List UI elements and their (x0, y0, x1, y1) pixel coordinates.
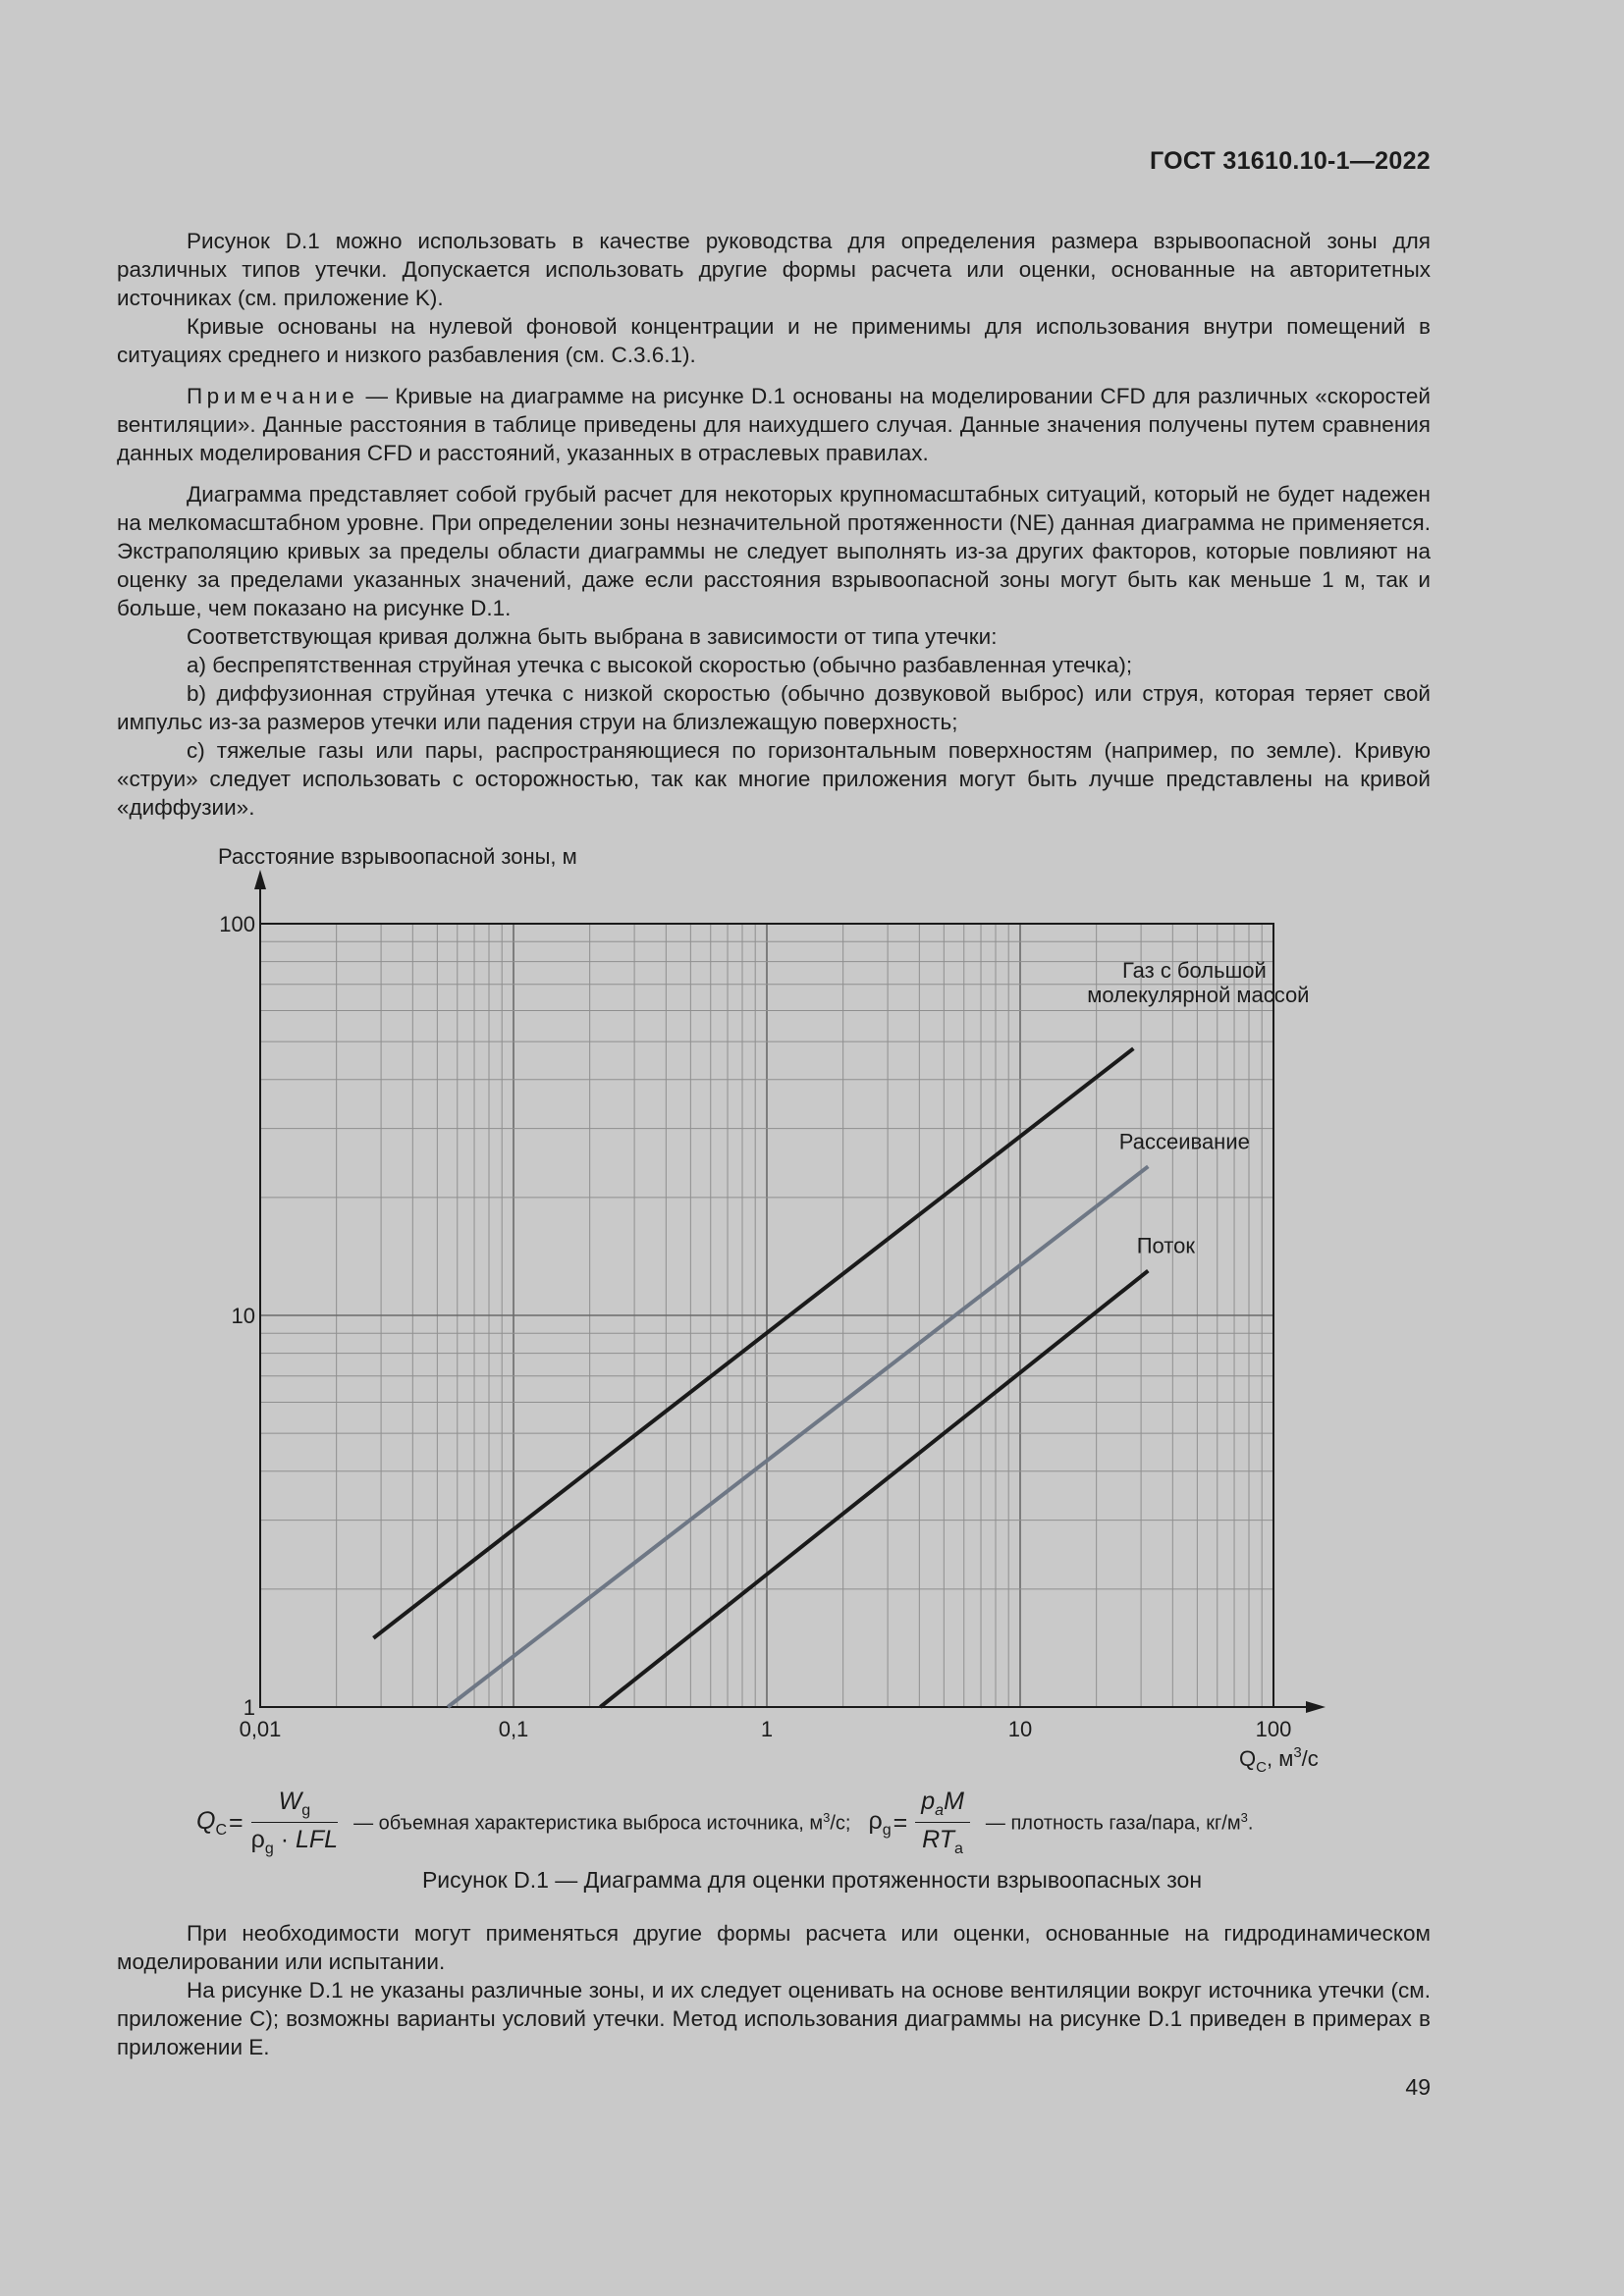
paragraph: Соответствующая кривая должна быть выбрана в зависимости от типа утечки: (187, 624, 998, 649)
x-tick-labels (240, 1717, 1292, 1741)
equals: = (893, 1808, 908, 1837)
y-tick-label: 1 (243, 1695, 255, 1720)
paragraph: При необходимости могут применяться другие формы расчета или оценки, основанные на гидродинамическом моделировании или испытании. (117, 1921, 1431, 1974)
list-item: с) тяжелые газы или пары, распространяющиеся по горизонтальным поверхностям (например, по земле). Кривую «струи» следует использовать с осторожностью, так как многие приложения могут быть лучше представлены на кривой «диффузии». (117, 738, 1431, 820)
rho-description: — плотность газа/пара, $кг/м^3$. (985, 1810, 1254, 1835)
note-text: — Кривые на диаграмме на рисунке D.1 основаны на моделировании CFD для различных «скоростей вентиляции». Данные расстояния в таблице приведены для наихудшего случая. Данные значения получены путем сравнения данных моделирования CFD и расстояний, указанных в отраслевых правилах. (117, 384, 1431, 465)
chart-grid (260, 924, 1273, 1707)
series-line (448, 1166, 1148, 1707)
x-tick-label: 0,01 (239, 1717, 282, 1741)
x-tick-label: 0,1 (498, 1717, 529, 1741)
standard-code: ГОСТ 31610.10-1—2022 (1149, 147, 1431, 175)
y-axis-arrow (254, 870, 266, 889)
fraction-rho: $\frac{p_aM}{RT_a}$ (915, 1788, 970, 1858)
fraction-qc: $\frac{W_g}{\rho_g \cdot LFL}$ (250, 1788, 339, 1857)
paragraph: На рисунке D.1 не указаны различные зоны, и их следует оценивать на основе вентиляции вокруг источника утечки (см. приложение С); возможны варианты условий утечки. Метод использования диаграммы на рисунке D.1 приведен в примерах в приложении E. (117, 1978, 1431, 2059)
y-axis-label: Расстояние взрывоопасной зоны, м (218, 844, 577, 869)
y-tick-labels (219, 912, 255, 1720)
equals: = (229, 1808, 244, 1837)
qc-description: — объемная характеристика выброса источника, $м^3/с$; (353, 1810, 851, 1835)
x-tick-label: 10 (1007, 1717, 1033, 1741)
x-axis-arrow (1306, 1701, 1326, 1713)
x-tick-label: 100 (1255, 1717, 1292, 1741)
rho-symbol: $\rho_g$ (868, 1806, 892, 1839)
series-lines (373, 1048, 1148, 1707)
figure-caption: Рисунок D.1 — Диаграмма для оценки протяженности взрывоопасных зон (421, 1867, 1203, 1893)
paragraph: Рисунок D.1 можно использовать в качестве руководства для определения размера взрывоопасной зоны для различных типов утечки. Допускается использовать другие формы расчета или оценки, основанные на авторитетных источниках (см. приложение K). (117, 229, 1431, 310)
list-item: а) беспрепятственная струйная утечка с высокой скоростью (обычно разбавленная утечка); (187, 653, 1133, 677)
x-axis-label: $Q_C$, $м^3/с$ (1239, 1744, 1319, 1776)
qc-symbol: $Q_C$ (196, 1806, 228, 1839)
series-labels (1087, 958, 1309, 1257)
series-label: молекулярной массой (1087, 983, 1310, 1008)
series-label: Рассеивание (1118, 1129, 1250, 1154)
y-tick-label: 10 (231, 1304, 255, 1328)
outro-text (117, 1919, 1431, 2061)
note-label: Примечание (187, 384, 359, 408)
paragraph: Диаграмма представляет собой грубый расчет для некоторых крупномасштабных ситуаций, который не будет надежен на мелкомасштабном уровне. При определении зоны незначительной протяженности (NE) данная диаграмма не применяется. Экстраполяцию кривых за пределы области диаграммы не следует выполнять из-за других факторов, которые повлияют на оценку за пределами указанных значений, даже если расстояния взрывоопасной зоны могут быть как меньше 1 м, так и больше, чем показано на рисунке D.1. (117, 482, 1431, 620)
series-label: Поток (1136, 1233, 1195, 1258)
x-tick-label: 1 (760, 1717, 774, 1741)
formula (196, 1789, 1434, 1857)
y-tick-label: 100 (219, 912, 255, 936)
series-line (600, 1271, 1148, 1707)
series-label: Газ с большой (1121, 958, 1267, 984)
page-number: 49 (1405, 2074, 1431, 2100)
paragraph: Кривые основаны на нулевой фоновой концентрации и не применимы для использования внутри помещений в ситуациях среднего и низкого разбавления (см. С.3.6.1). (117, 314, 1431, 367)
list-item: b) диффузионная струйная утечка с низкой скоростью (обычно дозвуковой выброс) или струя, которая теряет свой импульс из-за размеров утечки или падения струи на близлежащую поверхность; (117, 681, 1431, 734)
